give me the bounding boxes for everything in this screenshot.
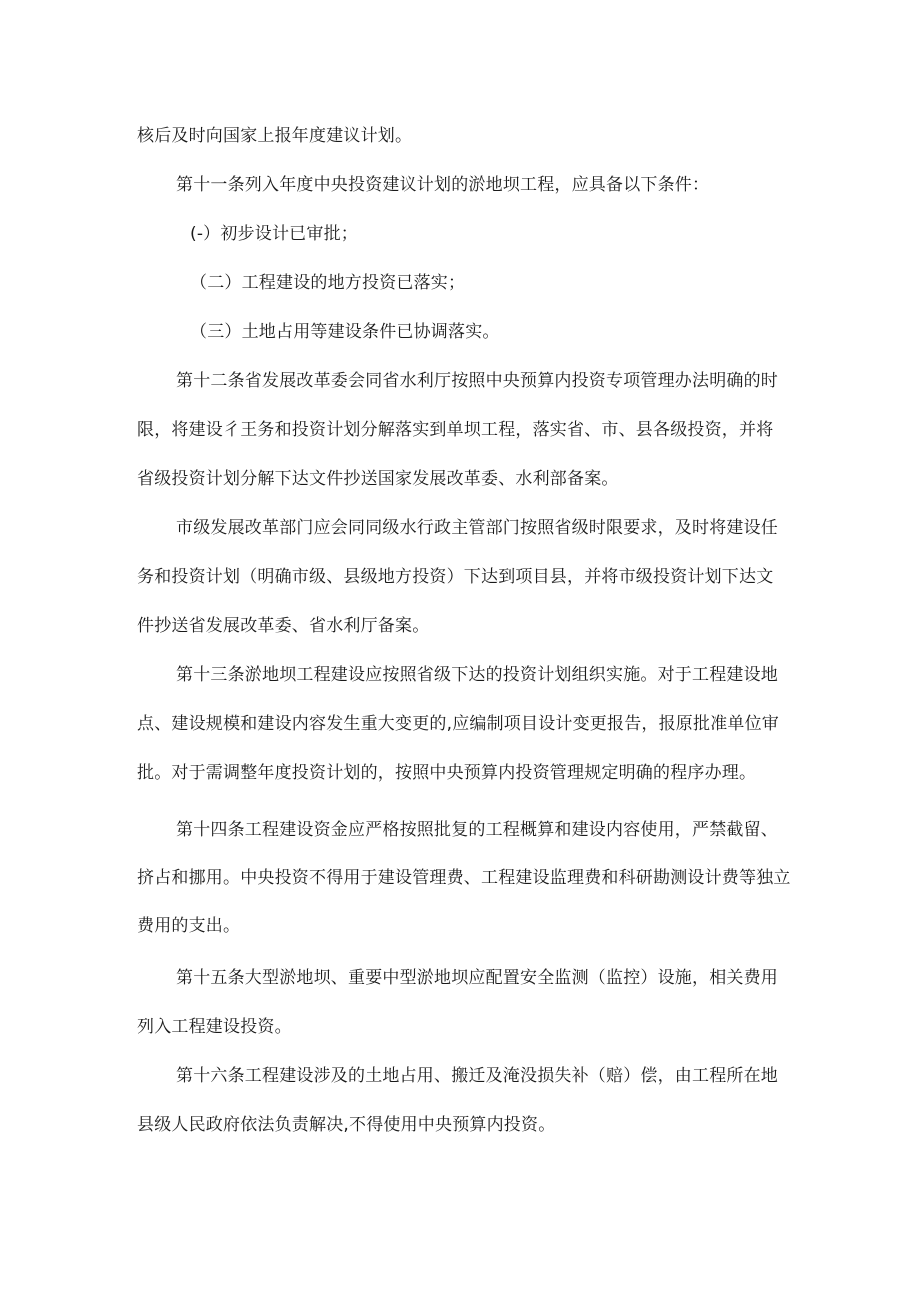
- text-line-13: 点、建设规模和建设内容发生重大变更的,应编制项目设计变更报告，报原批准单位审: [137, 714, 780, 734]
- text-line-3: (-）初步设计已审批；: [190, 224, 358, 244]
- text-line-17: 费用的支出。: [137, 916, 241, 936]
- text-line-7: 限，将建设彳王务和投资计划分解落实到单坝工程，落实省、市、县各级投资，并将: [137, 420, 774, 440]
- text-line-9: 市级发展改革部门应会同同级水行政主管部门按照省级时限要求，及时将建设任: [176, 518, 778, 538]
- text-line-4: （二）工程建设的地方投资已落实；: [190, 273, 466, 293]
- text-line-20: 第十六条工程建设涉及的土地占用、搬迁及淹没损失补（赔）偿，由工程所在地: [176, 1066, 778, 1086]
- text-line-6: 第十二条省发展改革委会同省水利厅按照中央预算内投资专项管理办法明确的时: [176, 371, 778, 391]
- text-line-5: （三）土地占用等建设条件已协调落实。: [190, 322, 500, 342]
- text-line-10: 务和投资计划（明确市级、县级地方投资）下达到项目县，并将市级投资计划下达文: [137, 567, 774, 587]
- text-line-2: 第十一条列入年度中央投资建议计划的淤地坝工程，应具备以下条件：: [176, 175, 710, 195]
- text-line-18: 第十五条大型淤地坝、重要中型淤地坝应配置安全监测（监控）设施，相关费用: [176, 968, 778, 988]
- text-line-12: 第十三条淤地坝工程建设应按照省级下达的投资计划组织实施。对于工程建设地: [176, 665, 778, 685]
- text-line-21: 县级人民政府依法负责解决,不得使用中央预算内投资。: [137, 1115, 556, 1135]
- text-line-8: 省级投资计划分解下达文件抄送国家发展改革委、水利部备案。: [137, 469, 619, 489]
- text-line-16: 挤占和挪用。中央投资不得用于建设管理费、工程建设监理费和科研勘测设计费等独立: [137, 868, 791, 888]
- text-line-14: 批。对于需调整年度投资计划的，按照中央预算内投资管理规定明确的程序办理。: [137, 763, 757, 783]
- text-line-19: 列入工程建设投资。: [137, 1017, 292, 1037]
- text-line-11: 件抄送省发展改革委、省水利厅备案。: [137, 616, 430, 636]
- text-line-1: 核后及时向国家上报年度建议计划。: [137, 126, 413, 146]
- text-line-15: 第十四条工程建设资金应严格按照批复的工程概算和建设内容使用，严禁截留、: [176, 820, 778, 840]
